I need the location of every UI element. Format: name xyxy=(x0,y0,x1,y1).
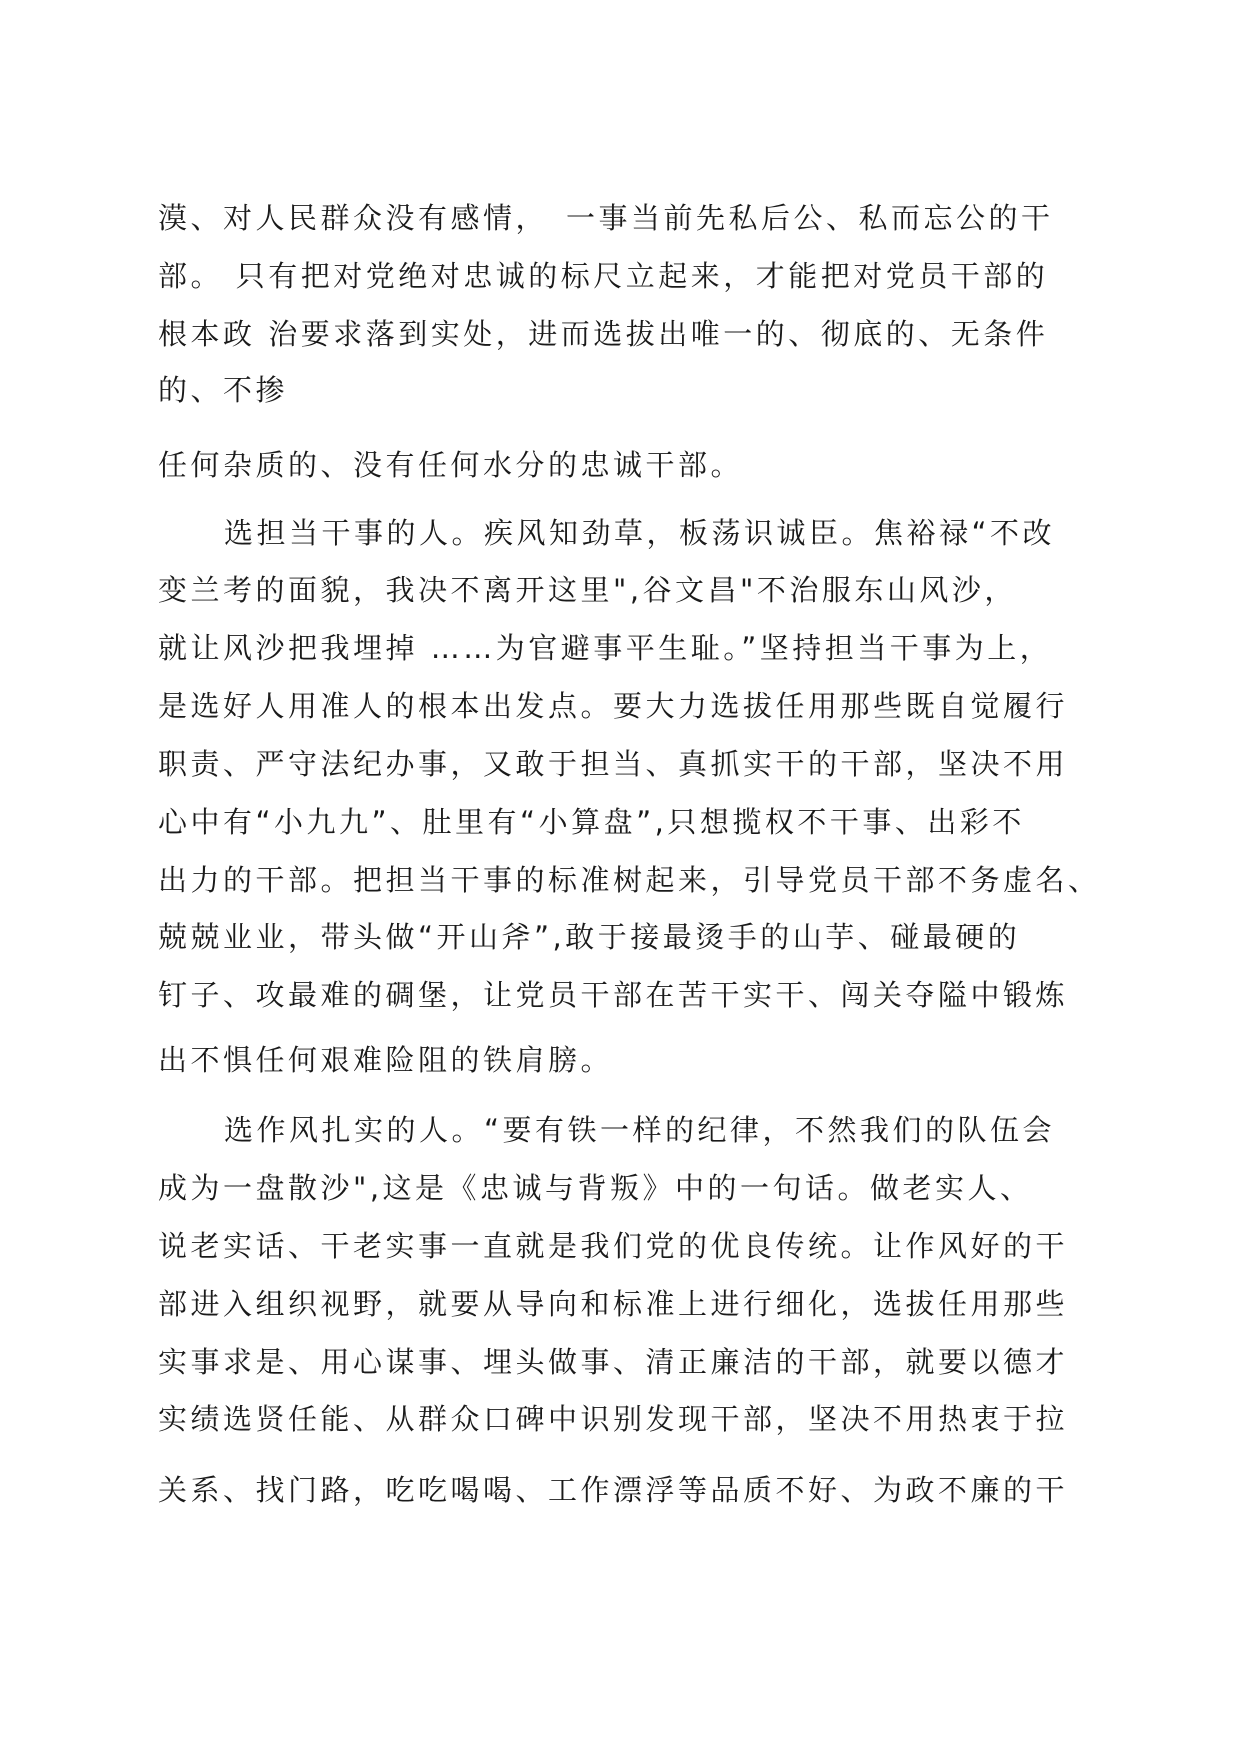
text-line: 就让风沙把我埋掉 ……为官避事平生耻。”坚持担当干事为上， xyxy=(158,631,1053,665)
text-line: 任何杂质的、没有任何水分的忠诚干部。 xyxy=(158,448,744,482)
text-line: 兢兢业业，带头做“开山斧”,敢于接最烫手的山芋、碰最硬的 xyxy=(158,920,1021,954)
text-line: 说老实话、干老实事一直就是我们党的优良传统。让作风好的干 xyxy=(158,1229,1069,1263)
text-line: 的、不掺 xyxy=(158,373,289,407)
paragraph-first-line: 选作风扎实的人。“要有铁一样的纪律，不然我们的队伍会 xyxy=(224,1113,1056,1147)
text-line: 实绩选贤任能、从群众口碑中识别发现干部，坚决不用热衷于拉 xyxy=(158,1402,1069,1436)
text-line: 心中有“小九九”、肚里有“小算盘”,只想揽权不干事、出彩不 xyxy=(158,805,1025,839)
text-line: 根本政 治要求落到实处，进而选拔出唯一的、彻底的、无条件 xyxy=(158,317,1049,351)
paragraph-first-line: 选担当干事的人。疾风知劲草，板荡识诚臣。焦裕禄“不改 xyxy=(224,516,1056,550)
text-line: 实事求是、用心谋事、埋头做事、清正廉洁的干部，就要以德才 xyxy=(158,1345,1069,1379)
text-line: 部。 只有把对党绝对忠诚的标尺立起来，才能把对党员干部的 xyxy=(158,259,1049,293)
text-line: 是选好人用准人的根本出发点。要大力选拔任用那些既自觉履行 xyxy=(158,689,1069,723)
text-line: 钉子、攻最难的碉堡，让党员干部在苦干实干、闯关夺隘中锻炼 xyxy=(158,978,1069,1012)
text-line: 部进入组织视野，就要从导向和标准上进行细化，选拔任用那些 xyxy=(158,1287,1069,1321)
text-line: 成为一盘散沙",这是《忠诚与背叛》中的一句话。做老实人、 xyxy=(158,1171,1033,1205)
text-line: 变兰考的面貌，我决不离开这里",谷文昌"不治服东山风沙， xyxy=(158,573,1017,607)
text-line: 出力的干部。把担当干事的标准树起来，引导党员干部不务虚名、 xyxy=(158,863,1101,897)
text-line: 关系、找门路，吃吃喝喝、工作漂浮等品质不好、为政不廉的干 xyxy=(158,1473,1069,1507)
text-line: 出不惧任何艰难险阻的铁肩膀。 xyxy=(158,1043,614,1077)
text-line: 职责、严守法纪办事，又敢于担当、真抓实干的干部，坚决不用 xyxy=(158,747,1069,781)
text-line: 漠、对人民群众没有感情， 一事当前先私后公、私而忘公的干 xyxy=(158,201,1054,235)
